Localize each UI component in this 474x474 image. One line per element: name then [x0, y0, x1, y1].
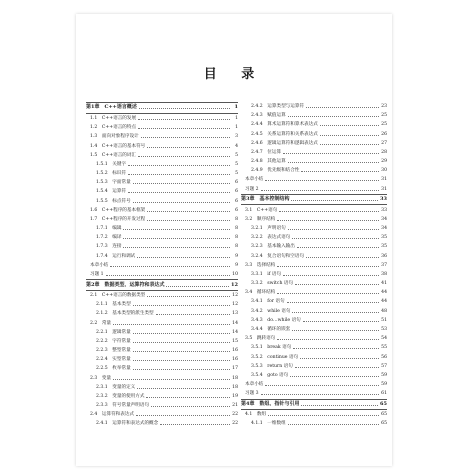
toc-entry-page: 22 — [232, 421, 238, 427]
toc-entry — [241, 252, 387, 261]
toc-entry — [86, 160, 238, 169]
toc-entry — [86, 355, 238, 364]
toc-entry-page: 5 — [235, 152, 238, 158]
dot-leader — [306, 257, 379, 258]
toc-entry — [241, 120, 387, 129]
dot-leader — [133, 369, 230, 370]
toc-entry — [241, 389, 387, 398]
toc-entry-page: 12 — [231, 281, 238, 288]
dot-leader — [290, 376, 379, 377]
toc-entry — [86, 261, 238, 270]
dot-leader — [320, 125, 379, 126]
toc-entry-label: 1.7.1 编辑 — [96, 226, 122, 232]
toc-entry-page: 53 — [381, 326, 387, 332]
toc-entry — [86, 242, 238, 251]
dot-leader — [128, 192, 230, 193]
toc-entry-label: 2.4.3 赋值运算 — [251, 113, 286, 119]
toc-entry-label: 3.2.2 表达式语句 — [251, 235, 291, 241]
toc-entry-page: 1 — [235, 125, 238, 131]
toc-entry-label: 2.3 变量 — [90, 375, 112, 381]
toc-entry-label: 2.4.6 逻辑运算符和逻辑表达式 — [251, 140, 318, 146]
dot-leader — [123, 229, 230, 230]
toc-entry-page: 6 — [235, 198, 238, 204]
toc-entry — [86, 169, 238, 178]
dot-leader — [277, 266, 379, 267]
dot-leader — [288, 162, 379, 163]
dot-leader — [261, 394, 379, 395]
toc-entry-label: 3.3.2 switch 语句 — [251, 281, 294, 287]
toc-left-column — [86, 102, 238, 429]
toc-entry-label: 1.7.3 连接 — [96, 244, 122, 250]
toc-entry-page: 9 — [235, 262, 238, 268]
dot-leader — [139, 108, 230, 109]
dot-leader — [277, 339, 379, 340]
toc-entry-page: 5 — [235, 161, 238, 167]
dot-leader — [147, 147, 230, 148]
toc-entry — [241, 139, 387, 148]
toc-entry — [241, 316, 387, 325]
toc-entry-page: 36 — [381, 253, 387, 259]
dot-leader — [301, 405, 378, 406]
dot-leader — [133, 305, 230, 306]
toc-entry-label: 1.5.2 标识符 — [96, 171, 127, 177]
toc-entry-label: 习题 2 — [245, 186, 259, 192]
toc-entry-page: 38 — [381, 271, 387, 277]
toc-chapter-entry — [86, 102, 238, 113]
toc-entry-label: 1.5 C++语言的词汇 — [90, 152, 137, 158]
dot-leader — [137, 388, 230, 389]
toc-entry-label: 2.4.9 优先级和结合性 — [251, 168, 300, 174]
toc-entry — [241, 206, 387, 215]
dot-leader — [265, 385, 379, 386]
toc-entry — [86, 346, 238, 355]
toc-entry-label: 1.5.5 标点符号 — [96, 198, 131, 204]
toc-entry — [86, 309, 238, 318]
toc-entry-page: 1 — [234, 104, 238, 111]
toc-entry-page: 29 — [381, 159, 387, 165]
toc-entry — [86, 392, 238, 401]
toc-entry-label: 1.4 C++语言的基本符号 — [90, 143, 146, 149]
toc-entry-label: 本章小结 — [245, 177, 264, 183]
toc-entry — [241, 102, 387, 111]
dot-leader — [138, 119, 230, 120]
toc-entry — [241, 380, 387, 389]
toc-entry — [241, 371, 387, 380]
dot-leader — [138, 156, 230, 157]
toc-entry — [241, 270, 387, 279]
toc-right-column — [241, 102, 387, 429]
toc-entry-label: 第2章 数据类型、运算符和表达式 — [86, 281, 165, 288]
dot-leader — [128, 174, 230, 175]
dot-leader — [133, 360, 230, 361]
dot-leader — [123, 247, 230, 248]
dot-leader — [146, 397, 230, 398]
dot-leader — [287, 302, 379, 303]
toc-entry-page: 33 — [381, 207, 387, 213]
toc-entry-page: 27 — [381, 140, 387, 146]
toc-entry — [86, 141, 238, 150]
dot-leader — [113, 324, 230, 325]
dot-leader — [292, 238, 379, 239]
toc-entry — [86, 151, 238, 160]
toc-entry — [86, 206, 238, 215]
toc-entry-page: 4 — [235, 143, 238, 149]
toc-entry-page: 35 — [381, 235, 387, 241]
dot-leader — [133, 183, 230, 184]
toc-entry-label: 习题 1 — [90, 271, 104, 277]
toc-entry-label: 2.3.2 变量的使用方式 — [96, 393, 145, 399]
toc-page — [76, 14, 392, 466]
toc-entry — [241, 410, 387, 419]
toc-entry-label: 2.3.1 变量的定义 — [96, 384, 136, 390]
toc-entry-label: 2.4.7 位运算 — [251, 149, 282, 155]
toc-entry — [86, 328, 238, 337]
toc-entry-page: 16 — [232, 348, 238, 354]
toc-entry-label: 本章小结 — [90, 262, 109, 268]
toc-entry — [86, 319, 238, 328]
toc-entry-page: 1 — [235, 116, 238, 122]
toc-entry-page: 59 — [381, 372, 387, 378]
toc-entry-label: 3.5.1 break 语句 — [251, 345, 292, 351]
dot-leader — [147, 296, 230, 297]
toc-entry-label: 3.5.2 continue 语句 — [251, 354, 299, 360]
toc-chapter-entry — [86, 279, 238, 290]
dot-leader — [283, 275, 379, 276]
dot-leader — [277, 293, 379, 294]
dot-leader — [137, 257, 230, 258]
toc-entry-label: 3.1 C++语句 — [245, 207, 278, 213]
toc-entry — [86, 224, 238, 233]
toc-entry-label: 4.1 数组 — [245, 412, 267, 418]
toc-entry — [86, 383, 238, 392]
toc-entry — [241, 215, 387, 224]
toc-entry — [86, 187, 238, 196]
dot-leader — [141, 137, 230, 138]
toc-entry-label: 1.5.4 运算符 — [96, 189, 127, 195]
dot-leader — [147, 211, 230, 212]
toc-entry — [86, 374, 238, 383]
toc-entry-page: 56 — [381, 354, 387, 360]
dot-leader — [106, 275, 230, 276]
toc-entry-page: 28 — [381, 149, 387, 155]
toc-entry-page: 21 — [232, 403, 238, 409]
toc-entry-label: 习题 3 — [245, 391, 259, 397]
toc-entry-page: 12 — [232, 293, 238, 299]
dot-leader — [160, 424, 230, 425]
toc-entry-label: 3.5 跳转语句 — [245, 336, 276, 342]
toc-entry-page: 18 — [232, 375, 238, 381]
toc-entry-label: 1.3 面向对象程序设计 — [90, 134, 139, 140]
toc-entry-page: 65 — [381, 421, 387, 427]
dot-leader — [133, 342, 230, 343]
toc-entry — [86, 252, 238, 261]
toc-entry-page: 34 — [381, 216, 387, 222]
toc-entry-label: 1.7.4 运行和调试 — [96, 253, 136, 259]
toc-entry-label: 3.5.3 return 语句 — [251, 363, 293, 369]
dot-leader — [261, 190, 379, 191]
toc-entry-page: 51 — [381, 317, 387, 323]
toc-entry-page: 30 — [381, 168, 387, 174]
dot-leader — [295, 367, 379, 368]
toc-entry — [241, 343, 387, 352]
toc-entry-page: 31 — [381, 186, 387, 192]
toc-entry-page: 55 — [381, 345, 387, 351]
toc-entry-page: 19 — [232, 393, 238, 399]
toc-entry — [241, 224, 387, 233]
toc-entry-label: 3.3.1 if 语句 — [251, 271, 282, 277]
dot-leader — [288, 116, 379, 117]
dot-leader — [156, 314, 230, 315]
toc-entry-label: 1.6 C++程序的基本框架 — [90, 207, 146, 213]
toc-entry — [86, 291, 238, 300]
toc-entry-page: 14 — [232, 329, 238, 335]
toc-entry — [241, 148, 387, 157]
toc-entry-label: 1.1 C++语言的发展 — [90, 116, 137, 122]
toc-entry-page: 3 — [235, 134, 238, 140]
toc-entry-label: 2.1.2 基本类型的派生类型 — [96, 311, 154, 317]
toc-entry-page: 37 — [381, 262, 387, 268]
toc-entry — [241, 288, 387, 297]
toc-entry — [86, 410, 238, 419]
toc-entry — [241, 166, 387, 175]
toc-entry-label: 第1章 C++语言概述 — [86, 104, 137, 111]
toc-entry — [241, 307, 387, 316]
dot-leader — [293, 348, 379, 349]
dot-leader — [277, 220, 379, 221]
toc-entry-page: 16 — [232, 357, 238, 363]
toc-entry-page: 10 — [232, 271, 238, 277]
dot-leader — [133, 351, 230, 352]
toc-entry-label: 1.5.3 字面常量 — [96, 180, 131, 186]
toc-entry-label: 3.2.4 复合语句和空语句 — [251, 253, 305, 259]
dot-leader — [300, 358, 379, 359]
toc-entry-label: 1.7 C++程序的开发过程 — [90, 216, 146, 222]
toc-entry-page: 44 — [381, 299, 387, 305]
toc-entry-label: 2.1 C++语言的数据类型 — [90, 293, 146, 299]
toc-entry-label: 3.2.3 基本输入输出 — [251, 244, 295, 250]
toc-entry-page: 17 — [232, 366, 238, 372]
dot-leader — [268, 415, 379, 416]
toc-entry-label: 3.2 顺序结构 — [245, 216, 276, 222]
toc-entry — [241, 362, 387, 371]
toc-entry — [241, 419, 387, 428]
toc-entry-page: 34 — [381, 226, 387, 232]
toc-entry-page: 6 — [235, 189, 238, 195]
toc-entry — [241, 325, 387, 334]
toc-entry-page: 6 — [235, 180, 238, 186]
toc-entry — [86, 178, 238, 187]
dot-leader — [320, 144, 379, 145]
toc-entry-page: 15 — [232, 338, 238, 344]
dot-leader — [279, 211, 379, 212]
toc-entry — [86, 337, 238, 346]
dot-leader — [136, 415, 230, 416]
toc-entry — [241, 242, 387, 251]
dot-leader — [133, 202, 230, 203]
toc-entry-page: 57 — [381, 363, 387, 369]
toc-entry — [86, 197, 238, 206]
dot-leader — [110, 266, 230, 267]
toc-entry-label: 2.3.3 符号常量声明语句 — [96, 403, 150, 409]
toc-entry — [241, 233, 387, 242]
toc-entry-page: 54 — [381, 336, 387, 342]
toc-entry-page: 48 — [381, 308, 387, 314]
toc-entry-label: 2.4.4 算术运算符和算术表达式 — [251, 122, 318, 128]
toc-entry-page: 31 — [381, 177, 387, 183]
dot-leader — [303, 321, 379, 322]
dot-leader — [166, 286, 229, 287]
dot-leader — [147, 220, 230, 221]
toc-entry-label: 2.2.4 实型常量 — [96, 357, 131, 363]
toc-entry — [86, 401, 238, 410]
toc-entry-label: 3.3 选择结构 — [245, 262, 276, 268]
toc-entry — [86, 300, 238, 309]
toc-entry — [86, 270, 238, 279]
dot-leader — [288, 229, 379, 230]
toc-entry-label: 3.2.1 声明语句 — [251, 226, 286, 232]
toc-entry-page: 35 — [381, 244, 387, 250]
dot-leader — [301, 171, 379, 172]
toc-entry-page: 9 — [235, 253, 238, 259]
toc-entry-page: 13 — [232, 311, 238, 317]
toc-entry-label: 1.5.1 关键字 — [96, 161, 127, 167]
toc-entry — [241, 175, 387, 184]
toc-entry-label: 3.4.1 for 语句 — [251, 299, 285, 305]
toc-entry-page: 12 — [232, 302, 238, 308]
toc-entry-page: 26 — [381, 131, 387, 137]
toc-entry-label: 3.4.3 do…while 语句 — [251, 317, 301, 323]
dot-leader — [288, 424, 379, 425]
toc-entry — [241, 157, 387, 166]
toc-entry — [241, 297, 387, 306]
toc-entry-label: 2.4.8 其他运算 — [251, 159, 286, 165]
toc-entry-page: 33 — [380, 196, 387, 203]
toc-entry — [241, 261, 387, 270]
toc-entry-label: 本章小结 — [245, 382, 264, 388]
dot-leader — [123, 238, 230, 239]
toc-entry-page: 8 — [235, 216, 238, 222]
toc-entry-page: 5 — [235, 171, 238, 177]
toc-entry-label: 2.4.5 关系运算符和关系表达式 — [251, 131, 318, 137]
toc-entry-label: 第3章 基本控制结构 — [241, 196, 290, 203]
toc-entry-page: 6 — [235, 207, 238, 213]
toc-entry-label: 2.2.2 字符常量 — [96, 338, 131, 344]
toc-entry-label: 2.2 常量 — [90, 320, 112, 326]
dot-leader — [138, 128, 230, 129]
toc-entry-page: 8 — [235, 244, 238, 250]
dot-leader — [265, 180, 379, 181]
toc-entry-label: 2.2.3 整型常量 — [96, 348, 131, 354]
toc-entry-label: 2.2.1 逻辑常量 — [96, 329, 131, 335]
dot-leader — [133, 333, 230, 334]
toc-entry — [241, 111, 387, 120]
dot-leader — [291, 200, 378, 201]
toc-entry — [241, 185, 387, 194]
toc-entry-label: 1.7.2 编译 — [96, 235, 122, 241]
toc-entry-label: 2.2.5 枚举常量 — [96, 366, 131, 372]
toc-entry-page: 65 — [381, 412, 387, 418]
toc-entry-label: 2.4 运算符和表达式 — [90, 412, 135, 418]
toc-entry-page: 59 — [381, 382, 387, 388]
toc-entry-label: 4.1.1 一维数组 — [251, 421, 286, 427]
toc-entry-label: 2.4.2 运算类型与运算符 — [251, 104, 305, 110]
dot-leader — [292, 330, 379, 331]
toc-entry — [86, 123, 238, 132]
toc-chapter-entry — [241, 399, 387, 410]
toc-entry-page: 14 — [232, 320, 238, 326]
toc-entry-label: 第4章 数组、指针与引用 — [241, 400, 300, 407]
toc-entry-page: 8 — [235, 226, 238, 232]
toc-entry-label: 3.4.4 循环的嵌套 — [251, 326, 291, 332]
toc-entry-page: 41 — [381, 281, 387, 287]
toc-entry — [86, 419, 238, 428]
toc-entry — [241, 334, 387, 343]
toc-entry-page: 25 — [381, 122, 387, 128]
dot-leader — [297, 247, 379, 248]
toc-entry-page: 44 — [381, 290, 387, 296]
toc-entry — [86, 364, 238, 373]
toc-entry — [241, 279, 387, 288]
dot-leader — [128, 165, 230, 166]
dot-leader — [292, 312, 379, 313]
toc-entry-page: 23 — [381, 104, 387, 110]
dot-leader — [306, 107, 379, 108]
toc-entry-label: 2.4.1 运算符和表达式的概念 — [96, 421, 159, 427]
toc-entry — [86, 132, 238, 141]
toc-entry — [86, 215, 238, 224]
dot-leader — [283, 153, 379, 154]
toc-entry — [241, 352, 387, 361]
page-title: 目 录 — [203, 67, 265, 82]
toc-entry — [86, 233, 238, 242]
toc-chapter-entry — [241, 194, 387, 205]
dot-leader — [320, 135, 379, 136]
toc-entry-label: 2.1.1 基本类型 — [96, 302, 131, 308]
dot-leader — [113, 379, 230, 380]
toc-entry-label: 3.4.2 while 语句 — [251, 308, 291, 314]
toc-entry-page: 22 — [232, 412, 238, 418]
dot-leader — [295, 284, 379, 285]
toc-entry-label: 3.5.4 goto 语句 — [251, 372, 289, 378]
toc-entry-label: 3.4 循环结构 — [245, 290, 276, 296]
toc-entry — [241, 130, 387, 139]
dot-leader — [151, 406, 230, 407]
toc-entry — [86, 114, 238, 123]
toc-entry-page: 65 — [380, 400, 387, 407]
toc-entry-page: 8 — [235, 235, 238, 241]
toc-entry-label: 1.2 C++语言的特点 — [90, 125, 137, 131]
toc-entry-page: 61 — [381, 391, 387, 397]
toc-entry-page: 25 — [381, 113, 387, 119]
toc-entry-page: 18 — [232, 384, 238, 390]
